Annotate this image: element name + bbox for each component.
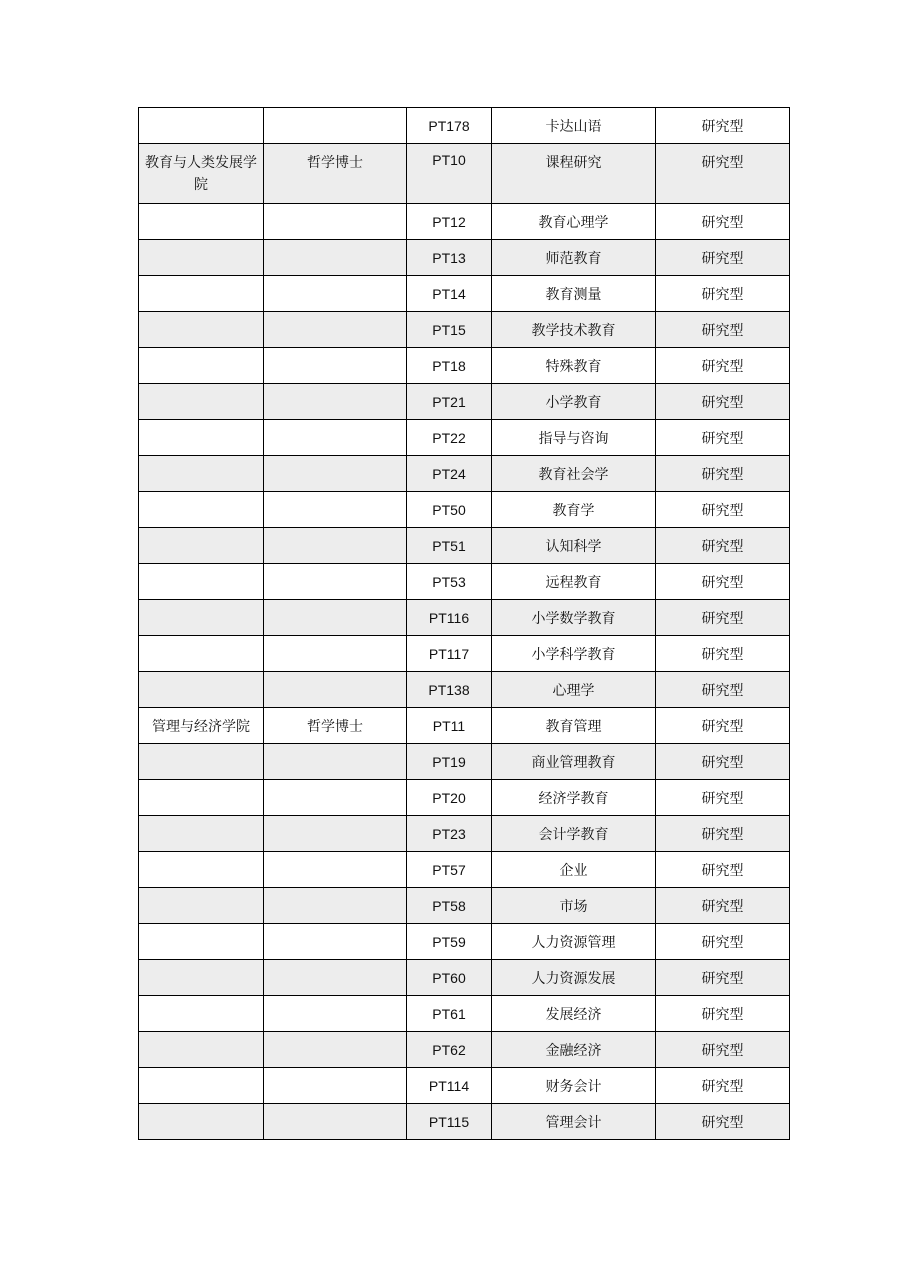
degree-cell <box>264 1068 407 1104</box>
program-code-cell: PT117 <box>407 636 492 672</box>
program-name-cell: 教育管理 <box>492 708 656 744</box>
table-row <box>139 780 790 816</box>
program-name-cell: 教学技术教育 <box>492 312 656 348</box>
program-name-cell: 会计学教育 <box>492 816 656 852</box>
program-type-cell: 研究型 <box>656 564 790 600</box>
program-name-cell: 经济学教育 <box>492 780 656 816</box>
school-cell <box>139 384 264 420</box>
program-code-cell: PT61 <box>407 996 492 1032</box>
table-row <box>139 996 790 1032</box>
program-code-cell: PT51 <box>407 528 492 564</box>
program-code-cell: PT178 <box>407 108 492 144</box>
degree-cell <box>264 312 407 348</box>
school-cell <box>139 528 264 564</box>
program-type-cell: 研究型 <box>656 672 790 708</box>
table-row <box>139 852 790 888</box>
degree-cell <box>264 492 407 528</box>
school-cell <box>139 600 264 636</box>
degree-cell <box>264 348 407 384</box>
program-code-cell: PT50 <box>407 492 492 528</box>
degree-cell <box>264 744 407 780</box>
program-name-cell: 人力资源管理 <box>492 924 656 960</box>
table-row <box>139 456 790 492</box>
program-name-cell: 商业管理教育 <box>492 744 656 780</box>
program-type-cell: 研究型 <box>656 1104 790 1140</box>
table-row <box>139 144 790 204</box>
school-cell <box>139 420 264 456</box>
program-type-cell: 研究型 <box>656 204 790 240</box>
school-cell <box>139 108 264 144</box>
school-cell <box>139 816 264 852</box>
degree-cell <box>264 636 407 672</box>
school-cell <box>139 744 264 780</box>
table-row <box>139 240 790 276</box>
program-code-cell: PT20 <box>407 780 492 816</box>
school-cell: 教育与人类发展学院 <box>139 144 264 204</box>
program-code-cell: PT57 <box>407 852 492 888</box>
table-row <box>139 492 790 528</box>
program-type-cell: 研究型 <box>656 1032 790 1068</box>
program-code-cell: PT19 <box>407 744 492 780</box>
program-code-cell: PT116 <box>407 600 492 636</box>
program-name-cell: 特殊教育 <box>492 348 656 384</box>
program-table <box>138 107 790 1140</box>
program-name-cell: 企业 <box>492 852 656 888</box>
program-code-cell: PT21 <box>407 384 492 420</box>
degree-cell <box>264 276 407 312</box>
program-type-cell: 研究型 <box>656 312 790 348</box>
program-name-cell: 小学数学教育 <box>492 600 656 636</box>
program-name-cell: 师范教育 <box>492 240 656 276</box>
program-type-cell: 研究型 <box>656 240 790 276</box>
table-row <box>139 888 790 924</box>
school-cell <box>139 960 264 996</box>
table-row <box>139 1068 790 1104</box>
degree-cell: 哲学博士 <box>264 708 407 744</box>
program-name-cell: 小学教育 <box>492 384 656 420</box>
table-row <box>139 108 790 144</box>
program-type-cell: 研究型 <box>656 636 790 672</box>
table-row <box>139 276 790 312</box>
school-cell <box>139 1068 264 1104</box>
table-row <box>139 672 790 708</box>
school-cell <box>139 564 264 600</box>
school-cell <box>139 312 264 348</box>
school-cell <box>139 492 264 528</box>
program-name-cell: 人力资源发展 <box>492 960 656 996</box>
degree-cell <box>264 672 407 708</box>
table-row <box>139 348 790 384</box>
degree-cell <box>264 816 407 852</box>
program-code-cell: PT115 <box>407 1104 492 1140</box>
degree-cell <box>264 960 407 996</box>
program-type-cell: 研究型 <box>656 456 790 492</box>
program-name-cell: 发展经济 <box>492 996 656 1032</box>
program-type-cell: 研究型 <box>656 744 790 780</box>
program-type-cell: 研究型 <box>656 384 790 420</box>
school-cell <box>139 888 264 924</box>
program-name-cell: 教育心理学 <box>492 204 656 240</box>
program-name-cell: 教育社会学 <box>492 456 656 492</box>
program-code-cell: PT58 <box>407 888 492 924</box>
program-code-cell: PT23 <box>407 816 492 852</box>
school-cell <box>139 276 264 312</box>
degree-cell <box>264 528 407 564</box>
program-type-cell: 研究型 <box>656 816 790 852</box>
program-name-cell: 教育学 <box>492 492 656 528</box>
school-cell: 管理与经济学院 <box>139 708 264 744</box>
degree-cell <box>264 1032 407 1068</box>
table-row <box>139 636 790 672</box>
program-type-cell: 研究型 <box>656 420 790 456</box>
program-type-cell: 研究型 <box>656 492 790 528</box>
program-code-cell: PT13 <box>407 240 492 276</box>
school-cell <box>139 924 264 960</box>
program-name-cell: 卡达山语 <box>492 108 656 144</box>
degree-cell <box>264 780 407 816</box>
table-row <box>139 564 790 600</box>
degree-cell <box>264 240 407 276</box>
program-code-cell: PT15 <box>407 312 492 348</box>
program-code-cell: PT18 <box>407 348 492 384</box>
program-type-cell: 研究型 <box>656 888 790 924</box>
program-name-cell: 教育测量 <box>492 276 656 312</box>
program-code-cell: PT138 <box>407 672 492 708</box>
program-name-cell: 金融经济 <box>492 1032 656 1068</box>
degree-cell <box>264 108 407 144</box>
school-cell <box>139 636 264 672</box>
program-code-cell: PT114 <box>407 1068 492 1104</box>
table-row <box>139 708 790 744</box>
program-type-cell: 研究型 <box>656 276 790 312</box>
degree-cell <box>264 888 407 924</box>
program-name-cell: 课程研究 <box>492 144 656 204</box>
program-name-cell: 市场 <box>492 888 656 924</box>
program-type-cell: 研究型 <box>656 1068 790 1104</box>
table-row <box>139 1032 790 1068</box>
table-row <box>139 600 790 636</box>
program-code-cell: PT59 <box>407 924 492 960</box>
school-cell <box>139 780 264 816</box>
program-code-cell: PT62 <box>407 1032 492 1068</box>
program-name-cell: 财务会计 <box>492 1068 656 1104</box>
program-code-cell: PT12 <box>407 204 492 240</box>
table-row <box>139 960 790 996</box>
table-row <box>139 204 790 240</box>
table-row <box>139 312 790 348</box>
school-cell <box>139 1032 264 1068</box>
program-name-cell: 小学科学教育 <box>492 636 656 672</box>
degree-cell: 哲学博士 <box>264 144 407 204</box>
school-cell <box>139 1104 264 1140</box>
program-code-cell: PT14 <box>407 276 492 312</box>
degree-cell <box>264 456 407 492</box>
degree-cell <box>264 600 407 636</box>
school-cell <box>139 672 264 708</box>
program-type-cell: 研究型 <box>656 924 790 960</box>
program-type-cell: 研究型 <box>656 780 790 816</box>
school-cell <box>139 240 264 276</box>
program-code-cell: PT22 <box>407 420 492 456</box>
table-row <box>139 420 790 456</box>
program-type-cell: 研究型 <box>656 960 790 996</box>
program-code-cell: PT24 <box>407 456 492 492</box>
program-code-cell: PT53 <box>407 564 492 600</box>
program-type-cell: 研究型 <box>656 144 790 204</box>
table-row <box>139 1104 790 1140</box>
table-row <box>139 384 790 420</box>
school-cell <box>139 348 264 384</box>
degree-cell <box>264 420 407 456</box>
program-type-cell: 研究型 <box>656 108 790 144</box>
school-cell <box>139 204 264 240</box>
program-type-cell: 研究型 <box>656 852 790 888</box>
program-type-cell: 研究型 <box>656 996 790 1032</box>
degree-cell <box>264 852 407 888</box>
program-code-cell: PT11 <box>407 708 492 744</box>
table-row <box>139 924 790 960</box>
program-name-cell: 心理学 <box>492 672 656 708</box>
program-name-cell: 指导与咨询 <box>492 420 656 456</box>
degree-cell <box>264 204 407 240</box>
degree-cell <box>264 924 407 960</box>
program-name-cell: 管理会计 <box>492 1104 656 1140</box>
table-row <box>139 816 790 852</box>
program-type-cell: 研究型 <box>656 708 790 744</box>
table-row <box>139 744 790 780</box>
program-code-cell: PT60 <box>407 960 492 996</box>
program-type-cell: 研究型 <box>656 528 790 564</box>
degree-cell <box>264 1104 407 1140</box>
school-cell <box>139 456 264 492</box>
school-cell <box>139 852 264 888</box>
table-row <box>139 528 790 564</box>
program-type-cell: 研究型 <box>656 348 790 384</box>
degree-cell <box>264 996 407 1032</box>
degree-cell <box>264 564 407 600</box>
program-type-cell: 研究型 <box>656 600 790 636</box>
degree-cell <box>264 384 407 420</box>
program-name-cell: 远程教育 <box>492 564 656 600</box>
program-code-cell: PT10 <box>407 144 492 204</box>
program-table-body <box>139 108 790 1140</box>
school-cell <box>139 996 264 1032</box>
program-name-cell: 认知科学 <box>492 528 656 564</box>
